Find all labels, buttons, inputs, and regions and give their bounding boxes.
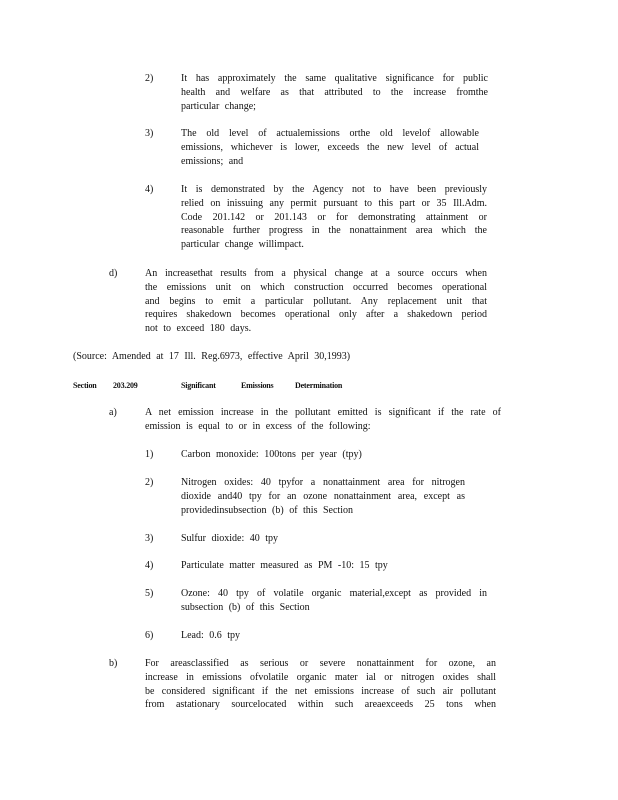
item-number: 1): [145, 449, 154, 460]
item-text: [181, 448, 481, 462]
item-text: [181, 587, 487, 615]
text-line: reasonable further progress in the nonattainment area which the: [181, 225, 487, 237]
item-number: 5): [145, 588, 154, 599]
item-text: [181, 629, 481, 643]
text-line: Nitrogen oxides: 40 tpyfor a nonattainment area for nitrogen: [181, 477, 465, 488]
text-line: Ozone: 40 tpy of volatile organic material,except as provided in: [181, 588, 487, 599]
section-title-word: Determination: [295, 381, 343, 390]
item-number: 3): [145, 128, 154, 139]
text-line: Carbon monoxide: 100tons per year (tpy): [181, 449, 362, 460]
section-number: 203.209: [113, 381, 138, 390]
section-heading: [0, 381, 618, 393]
text-line: An increasethat results from a physical change at a source occurs when: [145, 268, 487, 279]
text-line: particular change;: [181, 100, 256, 112]
item-text: [181, 72, 488, 113]
text-line: and begins to emit a particular pollutant. Any replacement unit that: [145, 295, 487, 307]
item-number: 2): [145, 73, 154, 84]
text-line: subsection (b) of this Section: [181, 601, 310, 613]
text-line: Code 201.142 or 201.143 or for demonstrating attainment or: [181, 211, 487, 223]
item-number: b): [109, 658, 118, 669]
text-line: The old level of actualemissions orthe old levelof allowable: [181, 128, 479, 139]
text-line: emission is equal to or in excess of the following:: [145, 420, 371, 432]
text-line: emissions; and: [181, 155, 244, 167]
source-note: (Source: Amended at 17 Ill. Reg.6973, effective April 30,1993): [73, 351, 351, 362]
item-text: [181, 476, 465, 517]
text-line: Sulfur dioxide: 40 tpy: [181, 533, 279, 544]
text-line: It has approximately the same qualitative significance for public: [181, 73, 488, 84]
item-number: 3): [145, 533, 154, 544]
text-line: increase in emissions ofvolatile organic mater ial or nitrogen oxides shall: [145, 671, 496, 683]
item-text: [181, 183, 487, 252]
text-line: Particulate matter measured as PM -10: 15 tpy: [181, 560, 388, 571]
text-line: For areasclassified as serious or severe nonattainment for ozone, an: [145, 658, 496, 669]
item-number: a): [109, 407, 117, 418]
item-text: [145, 657, 496, 712]
section-title-word: Significant: [181, 381, 216, 390]
text-line: health and welfare as that attributed to the increase fromthe: [181, 86, 488, 98]
section-title-word: Emissions: [241, 381, 274, 390]
item-text: [145, 406, 501, 434]
item-text: [181, 127, 479, 168]
text-line: particular change willimpact.: [181, 239, 304, 251]
item-number: 6): [145, 630, 154, 641]
text-line: A net emission increase in the pollutant emitted is significant if the rate of: [145, 407, 501, 418]
text-line: Lead: 0.6 tpy: [181, 630, 241, 641]
text-line: It is demonstrated by the Agency not to have been previously: [181, 184, 487, 195]
item-text: [145, 267, 487, 336]
item-text: [181, 559, 481, 573]
section-label: Section: [73, 381, 97, 390]
text-line: not to exceed 180 days.: [145, 323, 252, 335]
item-number: 2): [145, 477, 154, 488]
item-number: d): [109, 268, 118, 279]
text-line: from astationary sourcelocated within such areaexceeds 25 tons when: [145, 699, 496, 711]
text-line: be considered significant if the net emissions increase of such air pollutant: [145, 685, 496, 697]
text-line: emissions, whichever is lower, exceeds the new level of actual: [181, 141, 479, 153]
item-number: 4): [145, 560, 154, 571]
text-line: relied on inissuing any permit pursuant to this part or 35 Ill.Adm.: [181, 197, 487, 209]
text-line: requires shakedown becomes operational only after a shakedown period: [145, 309, 487, 321]
text-line: the emissions unit on which construction occurred becomes operational: [145, 281, 487, 293]
item-text: [181, 532, 481, 546]
text-line: dioxide and40 tpy for an ozone nonattainment area, except as: [181, 490, 465, 502]
item-number: 4): [145, 184, 154, 195]
text-line: providedinsubsection (b) of this Section: [181, 504, 353, 516]
